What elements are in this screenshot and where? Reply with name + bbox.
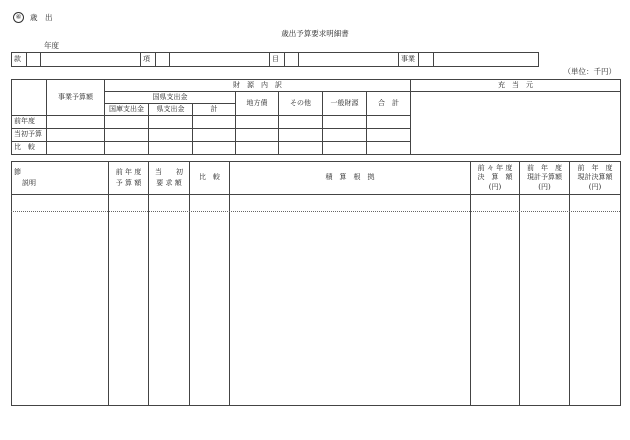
cell[interactable] <box>47 129 105 142</box>
current-settlement-body-cell[interactable] <box>570 195 621 406</box>
setsu-body-cell[interactable] <box>12 195 109 406</box>
section-number-mark: ⑥ <box>13 12 24 23</box>
header-line: 要 求 額 <box>156 178 182 187</box>
cell[interactable] <box>323 142 367 155</box>
header-line: (円) <box>488 182 502 191</box>
unit-label: （単位：千円） <box>563 67 616 76</box>
cell[interactable] <box>323 116 367 129</box>
classification-table <box>11 52 539 67</box>
prev-budget-body-cell[interactable] <box>109 195 149 406</box>
initial-request-header <box>149 162 190 195</box>
jigyou-label: 事業 <box>399 53 419 67</box>
cell[interactable] <box>193 129 236 142</box>
cell[interactable] <box>236 116 279 129</box>
cell[interactable] <box>47 116 105 129</box>
section-title: 歳 出 <box>30 12 53 22</box>
moku-name-field[interactable] <box>299 53 399 67</box>
row-label-initial-budget: 当初予算 <box>12 129 47 142</box>
national-subsidy-header: 国庫支出金 <box>105 104 149 116</box>
comparison-header: 比 較 <box>190 162 230 195</box>
local-bond-header: 地方債 <box>236 92 279 116</box>
cell[interactable] <box>105 116 149 129</box>
allocation-source-area[interactable] <box>411 92 621 155</box>
document-title: 歳出予算要求明細書 <box>281 29 349 38</box>
funding-summary-table <box>11 79 621 155</box>
allocation-source-header: 充 当 元 <box>411 80 621 92</box>
subsidy-subtotal-header: 計 <box>193 104 236 116</box>
cell[interactable] <box>323 129 367 142</box>
moku-label: 目 <box>270 53 285 67</box>
prev-year-budget-header <box>109 162 149 195</box>
detail-table <box>11 161 621 406</box>
header-line: 前 年 度 <box>115 168 142 177</box>
jigyou-code-field[interactable] <box>419 53 434 67</box>
two-years-ago-settlement-header <box>471 162 520 195</box>
comparison-body-cell[interactable] <box>190 195 230 406</box>
header-line: 前 年 度 <box>527 163 562 172</box>
row-label-previous-year: 前年度 <box>12 116 47 129</box>
cell[interactable] <box>236 129 279 142</box>
jigyou-name-field[interactable] <box>434 53 539 67</box>
budget-amount-header: 事業予算額 <box>47 80 105 116</box>
cell[interactable] <box>193 116 236 129</box>
header-line: 前 々 年 度 <box>477 163 513 172</box>
header-line: 現計予算額 <box>527 173 562 182</box>
current-settlement-header <box>570 162 621 195</box>
header-line: 予 算 額 <box>115 178 142 187</box>
cell[interactable] <box>236 142 279 155</box>
calculation-basis-header: 積 算 根 拠 <box>230 162 471 195</box>
cell[interactable] <box>105 142 149 155</box>
row-label-comparison: 比 較 <box>12 142 47 155</box>
row-header-corner <box>12 80 47 116</box>
header-line: (円) <box>538 182 551 191</box>
kan-label: 款 <box>12 53 27 67</box>
kan-code-field[interactable] <box>27 53 41 67</box>
cell[interactable] <box>47 142 105 155</box>
current-budget-header <box>520 162 570 195</box>
prefecture-subsidy-header: 県支出金 <box>149 104 193 116</box>
header-line: 当 初 <box>155 168 183 177</box>
setsu-label: 節 <box>14 168 21 177</box>
cell[interactable] <box>149 129 193 142</box>
header-line: 前 年 度 <box>577 163 613 172</box>
kou-name-field[interactable] <box>170 53 270 67</box>
kan-name-field[interactable] <box>41 53 141 67</box>
other-header: その他 <box>279 92 323 116</box>
header-line: 現計決算額 <box>577 173 613 182</box>
cell[interactable] <box>279 116 323 129</box>
moku-code-field[interactable] <box>285 53 299 67</box>
header-line: 決 算 額 <box>477 173 513 182</box>
cell[interactable] <box>105 129 149 142</box>
cell[interactable] <box>193 142 236 155</box>
cell[interactable] <box>367 116 411 129</box>
setsu-header <box>12 162 109 195</box>
two-years-ago-body-cell[interactable] <box>471 195 520 406</box>
kou-label: 項 <box>141 53 156 67</box>
general-fund-header: 一般財源 <box>323 92 367 116</box>
section-heading <box>13 12 53 23</box>
cell[interactable] <box>367 129 411 142</box>
fiscal-year-label: 年度 <box>44 41 59 50</box>
dotted-divider <box>11 211 620 212</box>
subsidy-group-header: 国県支出金 <box>105 92 236 104</box>
current-budget-body-cell[interactable] <box>520 195 570 406</box>
description-label: 説明 <box>22 178 36 187</box>
calculation-basis-body-cell[interactable] <box>230 195 471 406</box>
cell[interactable] <box>367 142 411 155</box>
total-header: 合 計 <box>367 92 411 116</box>
funding-breakdown-header: 財 源 内 訳 <box>105 80 411 92</box>
cell[interactable] <box>149 142 193 155</box>
cell[interactable] <box>149 116 193 129</box>
kou-code-field[interactable] <box>156 53 170 67</box>
cell[interactable] <box>279 142 323 155</box>
initial-request-body-cell[interactable] <box>149 195 190 406</box>
header-line: (円) <box>588 182 602 191</box>
cell[interactable] <box>279 129 323 142</box>
